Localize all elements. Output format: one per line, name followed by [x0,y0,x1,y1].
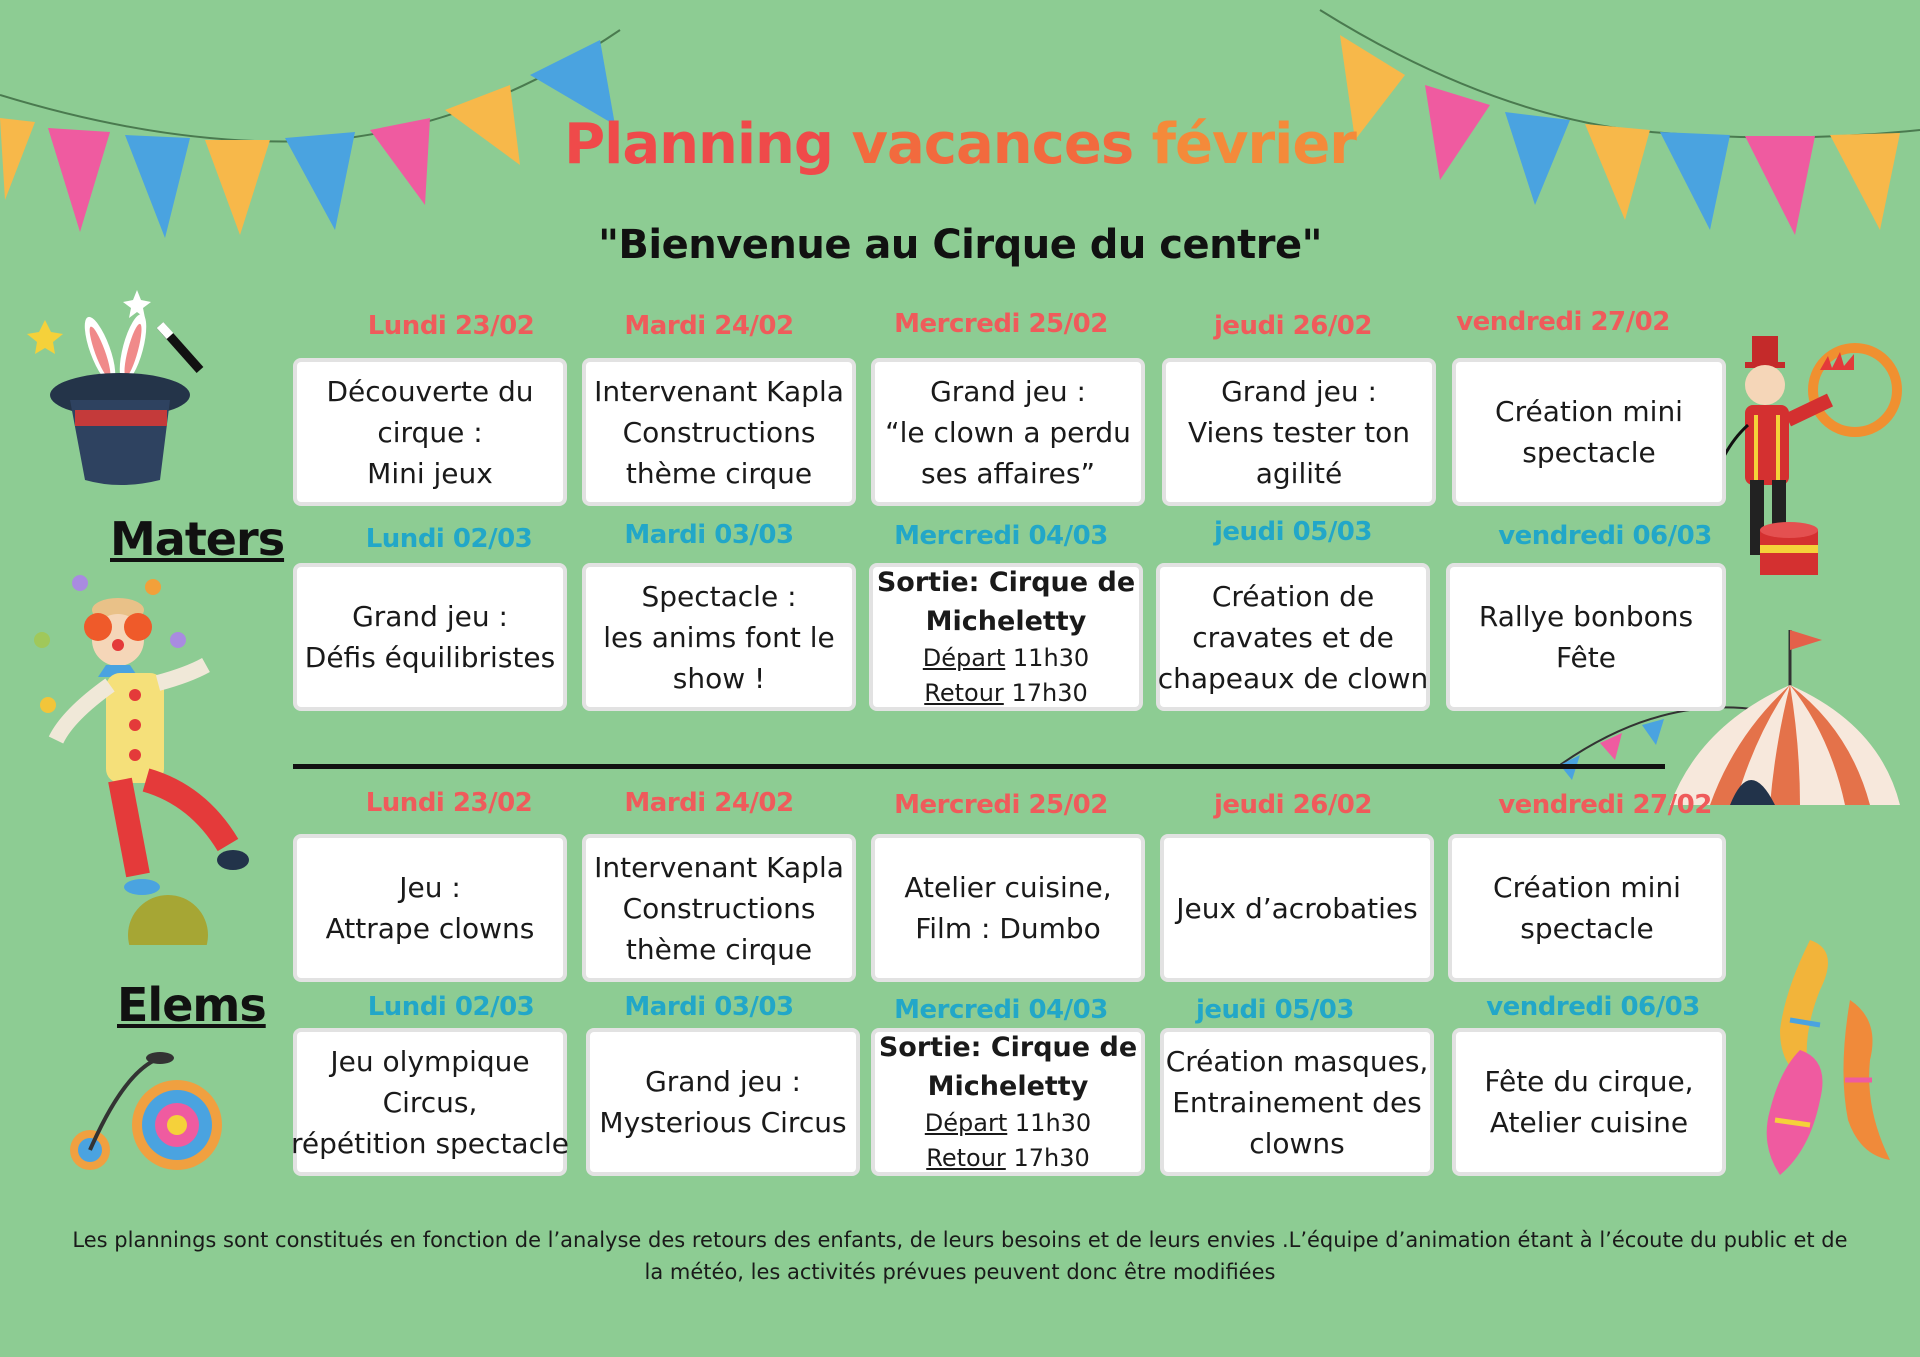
elems-w2-day-1: Lundi 02/03 [367,992,535,1022]
elems-w2-day-3: Mercredi 04/03 [894,995,1108,1025]
elems-w2-card-1: Jeu olympique Circus, répétition spectacle [293,1028,567,1176]
elems-w1-card-2: Intervenant Kapla Constructions thème cirque [582,834,856,982]
elems-w2-day-5: vendredi 06/03 [1486,992,1700,1022]
page-subtitle: "Bienvenue au Cirque du centre" [598,222,1322,268]
maters-w1-day-4: jeudi 26/02 [1214,311,1372,341]
elems-w2-card-3: Sortie: Cirque de Micheletty Départ 11h30 Retour 17h30 [871,1028,1145,1176]
ringmaster-icon [1700,330,1920,590]
maters-w2-day-4: jeudi 05/03 [1214,517,1372,547]
maters-w2-day-1: Lundi 02/03 [365,524,533,554]
juggling-pins-icon [1740,930,1920,1180]
magic-hat-icon [25,290,210,490]
elems-w1-day-2: Mardi 24/02 [624,788,794,818]
maters-w2-card-3: Sortie: Cirque de Micheletty Départ 11h30 Retour 17h30 [869,563,1143,711]
maters-w2-card-1: Grand jeu : Défis équilibristes [293,563,567,711]
elems-w1-card-5: Création mini spectacle [1448,834,1726,982]
maters-w1-card-3: Grand jeu : “le clown a perdu ses affaires” [871,358,1145,506]
elems-w2-card-5: Fête du cirque, Atelier cuisine [1452,1028,1726,1176]
maters-w1-card-2: Intervenant Kapla Constructions thème cirque [582,358,856,506]
title-word-3: février [1151,112,1356,177]
elems-w1-day-5: vendredi 27/02 [1498,790,1712,820]
maters-w2-card-2: Spectacle : les anims font le show ! [582,563,856,711]
elems-w1-day-3: Mercredi 25/02 [894,790,1108,820]
maters-w1-day-1: Lundi 23/02 [367,311,535,341]
maters-w1-card-4: Grand jeu : Viens tester ton agilité [1162,358,1436,506]
elems-w2-card-2: Grand jeu : Mysterious Circus [586,1028,860,1176]
elems-w1-day-4: jeudi 26/02 [1214,790,1372,820]
maters-w1-day-5: vendredi 27/02 [1456,307,1670,337]
title-word-2: vacances [851,112,1134,177]
elems-w2-day-4: jeudi 05/03 [1196,995,1354,1025]
title-word-1: Planning [564,112,833,177]
elems-w1-card-4: Jeux d’acrobaties [1160,834,1434,982]
elems-w1-day-1: Lundi 23/02 [365,788,533,818]
clown-juggler-icon [28,565,288,945]
elems-w1-card-3: Atelier cuisine, Film : Dumbo [871,834,1145,982]
footer-line-1: Les plannings sont constitués en fonction de l’analyse des retours des enfants, de leurs besoins et de leurs envies .L’équipe d’animation étant à l’écoute du public et de [72,1228,1848,1252]
maters-w1-card-1: Découverte du cirque : Mini jeux [293,358,567,506]
maters-w2-day-5: vendredi 06/03 [1498,521,1712,551]
group-label-elems: Elems [117,978,266,1032]
maters-w2-day-2: Mardi 03/03 [624,520,794,550]
footer-line-2: la météo, les activités prévues peuvent donc être modifiées [644,1260,1276,1284]
group-label-maters: Maters [110,512,285,566]
maters-w2-card-4: Création de cravates et de chapeaux de clown [1156,563,1430,711]
maters-w1-card-5: Création mini spectacle [1452,358,1726,506]
footer-note [40,1224,1880,1288]
maters-w2-day-3: Mercredi 04/03 [894,521,1108,551]
maters-w1-day-3: Mercredi 25/02 [894,309,1108,339]
unicycle-icon [65,1050,235,1180]
elems-w2-day-2: Mardi 03/03 [624,992,794,1022]
section-divider [293,764,1665,769]
page-title [0,112,1920,177]
maters-w1-day-2: Mardi 24/02 [624,311,794,341]
elems-w1-card-1: Jeu : Attrape clowns [293,834,567,982]
elems-w2-card-4: Création masques, Entrainement des clowns [1160,1028,1434,1176]
maters-w2-card-5: Rallye bonbons Fête [1446,563,1726,711]
